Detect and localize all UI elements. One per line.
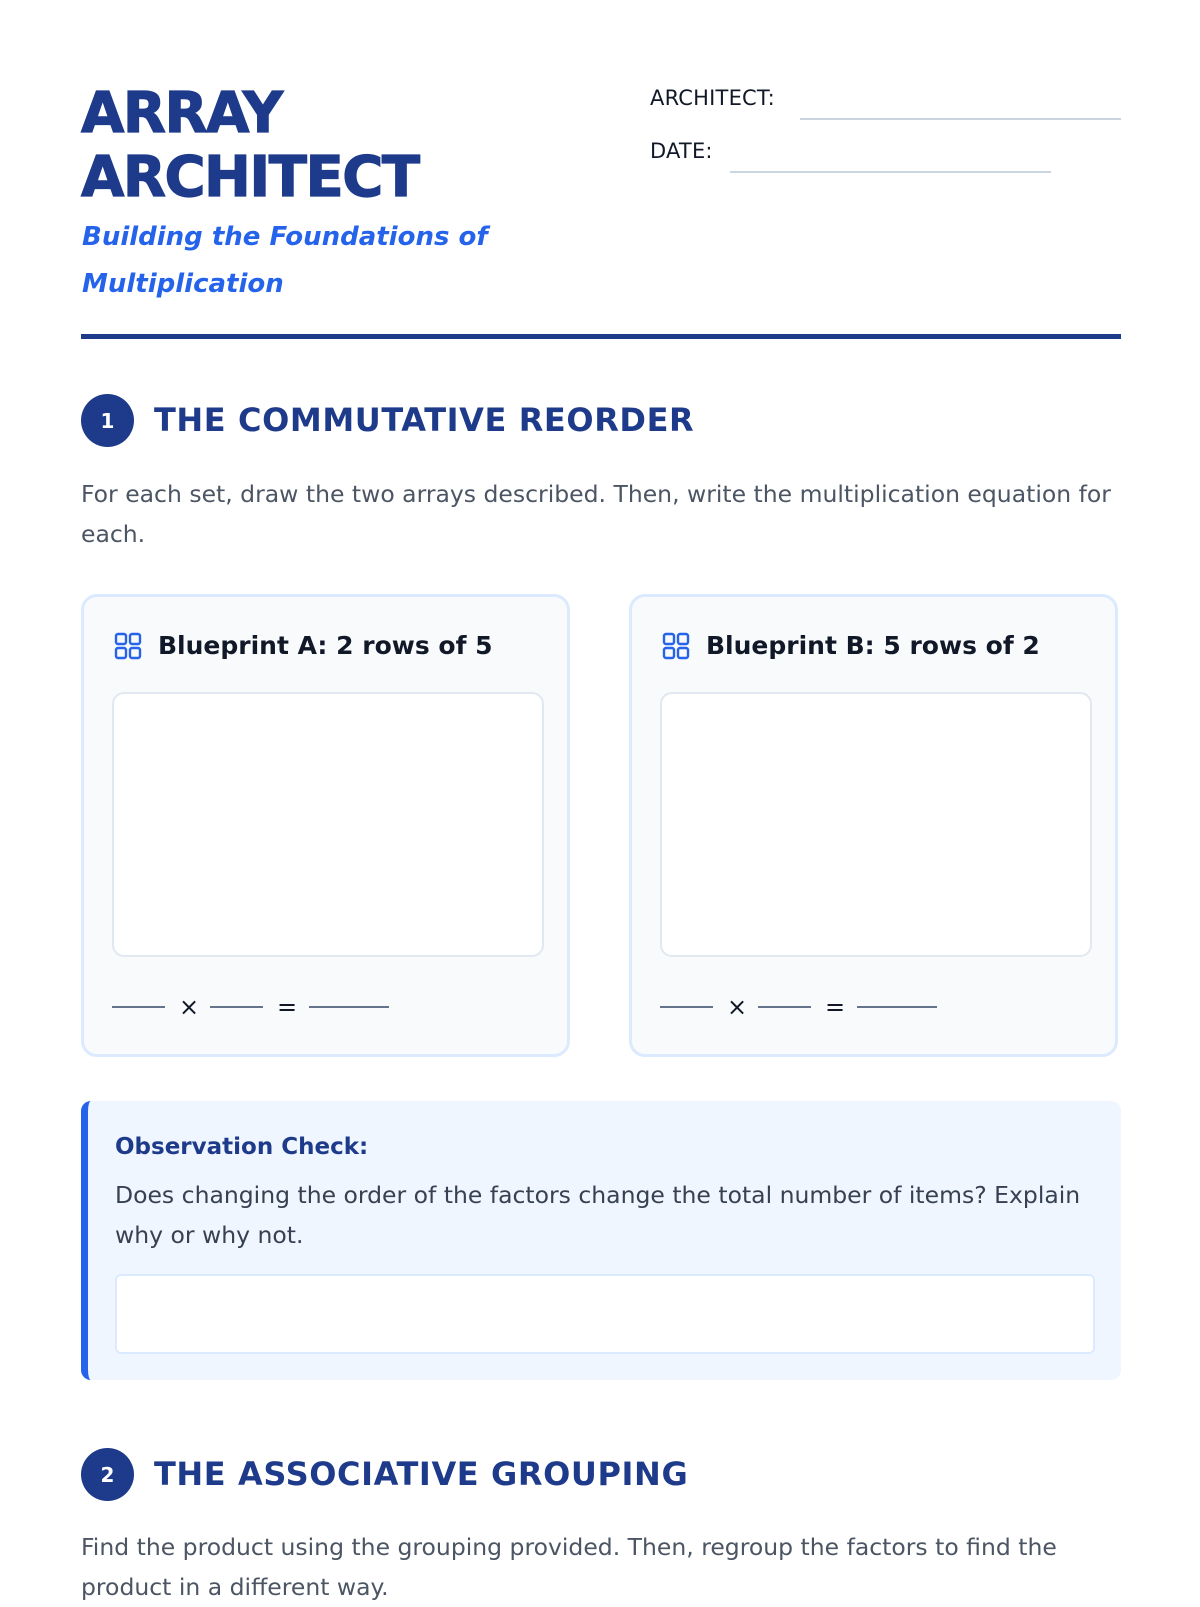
blueprint-a-card — [81, 594, 570, 1057]
observation-check-callout — [81, 1101, 1121, 1380]
blueprint-b-equation — [660, 995, 960, 1025]
section-1-instructions: For each set, draw the two arrays described. Then, write the multiplication equation for each. — [81, 480, 1111, 548]
title-line-2: ARCHITECT — [81, 145, 419, 210]
blueprint-b-card — [629, 594, 1118, 1057]
factor-1-blank[interactable] — [112, 1006, 165, 1008]
section-1-title: THE COMMUTATIVE REORDER — [154, 401, 695, 439]
times-symbol: × — [727, 993, 748, 1021]
product-blank[interactable] — [309, 1006, 389, 1008]
header-divider — [81, 334, 1121, 339]
blueprint-a-title: Blueprint A: 2 rows of 5 — [158, 631, 493, 660]
date-input-line[interactable] — [730, 171, 1051, 173]
observation-answer-box[interactable] — [115, 1274, 1095, 1354]
grid-icon — [661, 631, 691, 661]
times-symbol: × — [179, 993, 200, 1021]
worksheet-subtitle: Building the Foundations of Multiplication — [82, 222, 488, 299]
architect-input-line[interactable] — [800, 118, 1121, 120]
equals-symbol: = — [277, 993, 298, 1021]
worksheet-page — [81, 0, 1121, 1601]
grid-icon — [113, 631, 143, 661]
factor-2-blank[interactable] — [210, 1006, 263, 1008]
factor-1-blank[interactable] — [660, 1006, 713, 1008]
blueprint-a-equation — [112, 995, 412, 1025]
section-2-title: THE ASSOCIATIVE GROUPING — [154, 1455, 689, 1493]
section-2-number-badge: 2 — [81, 1448, 134, 1501]
worksheet-header — [81, 0, 1121, 345]
title-line-1: ARRAY — [81, 81, 282, 146]
observation-title: Observation Check: — [115, 1134, 369, 1160]
blueprint-b-title: Blueprint B: 5 rows of 2 — [706, 631, 1040, 660]
observation-question: Does changing the order of the factors change the total number of items? Explain why or why not. — [115, 1181, 1081, 1249]
section-2-instructions: Find the product using the grouping provided. Then, regroup the factors to find the product in a different way. — [81, 1533, 1057, 1601]
product-blank[interactable] — [857, 1006, 937, 1008]
factor-2-blank[interactable] — [758, 1006, 811, 1008]
date-label: DATE: — [650, 139, 713, 163]
section-1-number-badge: 1 — [81, 394, 134, 447]
equals-symbol: = — [825, 993, 846, 1021]
worksheet-title — [81, 82, 419, 210]
blueprint-a-drawing-area[interactable] — [112, 692, 544, 957]
architect-label: ARCHITECT: — [650, 86, 775, 110]
blueprint-b-drawing-area[interactable] — [660, 692, 1092, 957]
